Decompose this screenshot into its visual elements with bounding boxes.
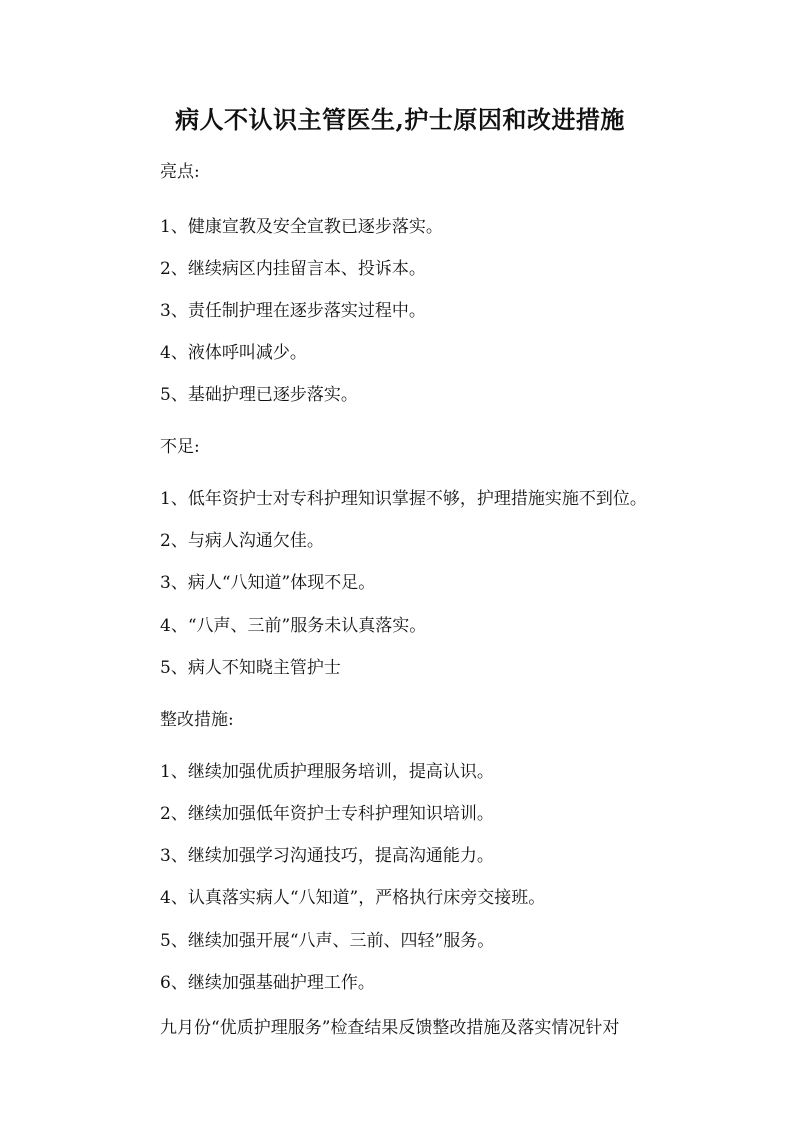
list-item: 2、继续加强低年资护士专科护理知识培训。 [160,804,494,824]
list-item: 5、继续加强开展“八声、三前、四轻”服务。 [160,931,495,951]
list-item: 2、继续病区内挂留言本、投诉本。 [160,259,426,279]
list-item: 3、责任制护理在逐步落实过程中。 [160,301,426,321]
list-item: 4、认真落实病人“八知道”，严格执行床旁交接班。 [160,888,546,908]
section-heading-highlights: 亮点: [160,162,200,182]
list-item: 1、低年资护士对专科护理知识掌握不够，护理措施实施不到位。 [160,489,647,509]
list-item: 3、继续加强学习沟通技巧，提高沟通能力。 [160,846,494,866]
section-heading-corrective-measures: 整改措施: [160,710,234,730]
list-item: 2、与病人沟通欠佳。 [160,531,324,551]
section-heading-shortcomings: 不足: [160,437,200,457]
list-item: 4、“八声、三前”服务未认真落实。 [160,616,427,636]
list-item: 4、液体呼叫减少。 [160,343,307,363]
list-item: 6、继续加强基础护理工作。 [160,973,375,993]
document-title: 病人不认识主管医生,护士原因和改进措施 [175,105,625,134]
list-item: 1、继续加强优质护理服务培训，提高认识。 [160,762,494,782]
list-item: 3、病人“八知道”体现不足。 [160,573,376,593]
footer-paragraph-line: 九月份“优质护理服务”检查结果反馈整改措施及落实情况针对 [160,1018,620,1038]
list-item: 5、病人不知晓主管护士 [160,658,341,678]
list-item: 1、健康宣教及安全宣教已逐步落实。 [160,217,443,237]
list-item: 5、基础护理已逐步落实。 [160,385,358,405]
